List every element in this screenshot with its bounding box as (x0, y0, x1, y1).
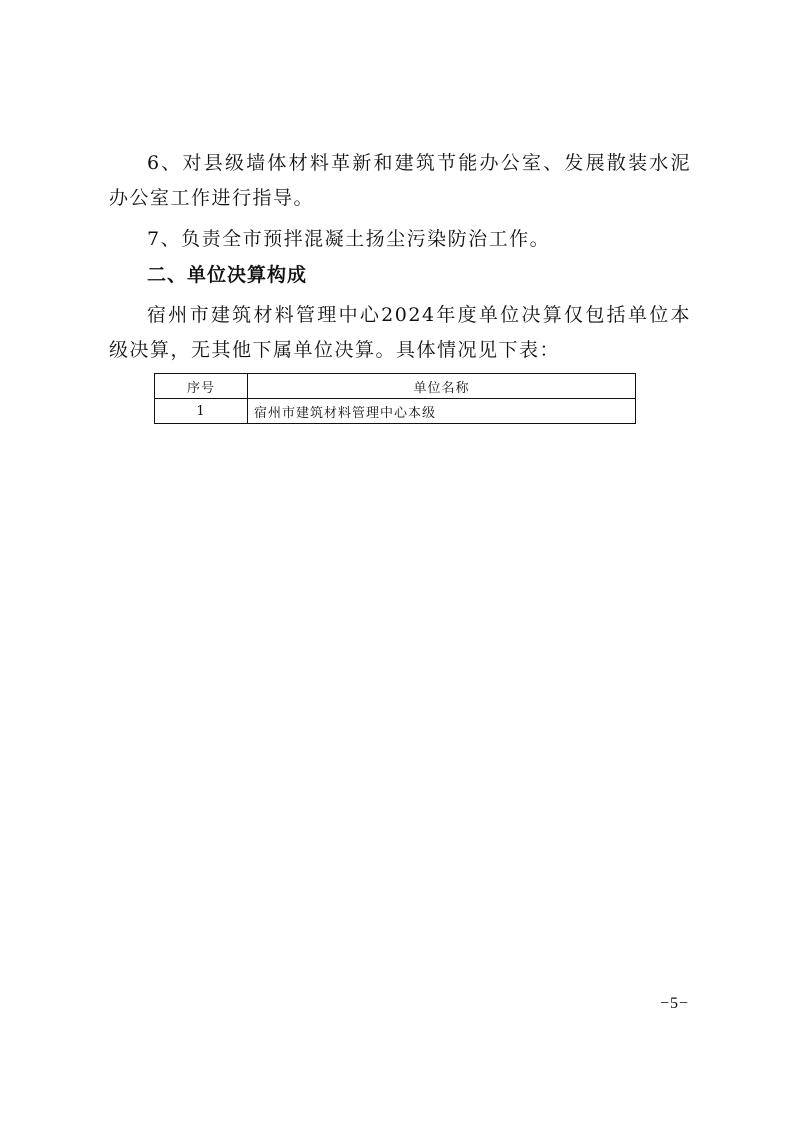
table-cell-seq: 1 (155, 399, 248, 424)
table-header-name: 单位名称 (248, 374, 636, 399)
paragraph-item-6: 6、对县级墙体材料革新和建筑节能办公室、发展散装水泥办公室工作进行指导。 (109, 152, 691, 209)
paragraph-item-7: 7、负责全市预拌混凝土扬尘污染防治工作。 (147, 228, 551, 250)
unit-table (154, 373, 636, 424)
section-heading: 二、单位决算构成 (147, 264, 308, 286)
table-header-row (155, 374, 636, 399)
table-cell-name: 宿州市建筑材料管理中心本级 (248, 399, 636, 424)
table-header-seq: 序号 (155, 374, 248, 399)
page-number: −5− (660, 995, 690, 1012)
table-row (155, 399, 636, 424)
section-body-paragraph: 宿州市建筑材料管理中心2024年度单位决算仅包括单位本级决算，无其他下属单位决算。具体情况见下表： (109, 304, 691, 361)
